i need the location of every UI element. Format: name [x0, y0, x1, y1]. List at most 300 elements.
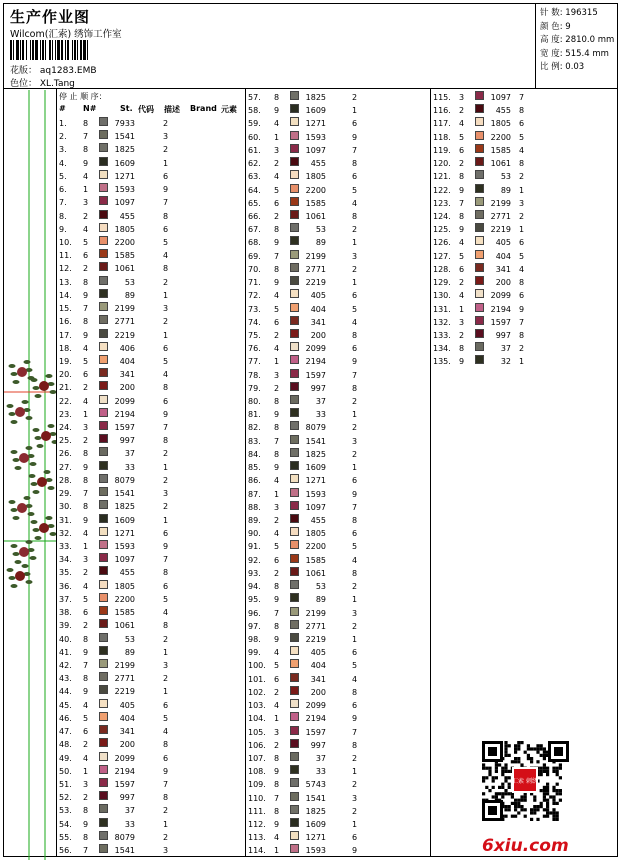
- stat-value: 0.03: [562, 62, 585, 72]
- qr-module: [508, 783, 511, 786]
- leaf-shape: [26, 416, 33, 420]
- stop-number: 43.: [59, 674, 72, 684]
- needle-number: 8: [274, 621, 280, 631]
- stop-number: 7.: [59, 198, 67, 208]
- needle-number: 1: [274, 489, 280, 499]
- design-file-name: aq1283.EMB: [39, 66, 97, 76]
- qr-module: [520, 763, 523, 766]
- thread-code: 404: [310, 661, 326, 671]
- leaf-shape: [30, 462, 37, 466]
- color-swatch: [290, 184, 299, 193]
- barcode-bar: [13, 40, 14, 60]
- stop-number: 81.: [248, 410, 261, 420]
- color-swatch: [290, 580, 299, 589]
- needle-number: 5: [459, 251, 465, 261]
- stop-row: [248, 673, 428, 686]
- qr-module: [543, 792, 546, 795]
- element-number: 2: [352, 397, 358, 407]
- color-swatch: [290, 369, 299, 378]
- color-swatch: [290, 263, 299, 272]
- element-number: 8: [163, 568, 169, 578]
- stop-number: 77.: [248, 357, 261, 367]
- stop-number: 102.: [248, 687, 266, 697]
- divider-3: [430, 88, 431, 856]
- color-swatch: [99, 342, 108, 351]
- color-swatch: [475, 210, 484, 219]
- stop-row: [59, 381, 243, 394]
- needle-number: 6: [83, 608, 89, 618]
- leaf-shape: [26, 446, 33, 450]
- element-number: 1: [163, 158, 169, 168]
- thread-code: 405: [310, 648, 326, 658]
- element-number: 1: [519, 357, 525, 367]
- element-number: 9: [163, 542, 169, 551]
- color-swatch: [99, 474, 108, 483]
- qr-module: [495, 792, 498, 795]
- qr-module: [536, 818, 539, 821]
- qr-module: [552, 799, 555, 802]
- stop-row: [248, 289, 428, 302]
- thread-code: 2199: [305, 608, 326, 618]
- color-swatch: [290, 342, 299, 351]
- stop-row: [59, 500, 243, 513]
- qr-module: [556, 773, 559, 776]
- qr-module: [533, 799, 536, 802]
- header-element: 元素: [221, 105, 237, 114]
- leaf-shape: [11, 450, 18, 454]
- needle-number: 3: [83, 779, 89, 789]
- stat-label: 宽 度:: [540, 48, 563, 59]
- qr-module: [530, 818, 533, 821]
- stop-row: [248, 421, 428, 434]
- stop-row: [59, 633, 243, 646]
- stop-number: 133.: [433, 330, 451, 340]
- stop-row: [248, 792, 428, 805]
- barcode-bar: [10, 40, 12, 60]
- element-number: 8: [163, 740, 169, 750]
- barcode-bar: [40, 40, 41, 60]
- stop-number: 107.: [248, 753, 266, 763]
- thread-code: 2199: [305, 251, 326, 261]
- color-swatch: [290, 382, 299, 391]
- leaf-shape: [15, 466, 22, 470]
- element-number: 7: [352, 727, 358, 737]
- element-number: 2: [163, 806, 169, 816]
- qr-module: [552, 789, 555, 792]
- thread-code: 200: [119, 383, 135, 393]
- barcode-bar: [72, 40, 73, 60]
- stop-number: 42.: [59, 660, 72, 670]
- color-swatch: [290, 726, 299, 735]
- barcode-bar: [55, 40, 56, 60]
- element-number: 2: [163, 145, 169, 155]
- stop-row: [59, 461, 243, 474]
- qr-module: [524, 808, 527, 811]
- thread-code: 341: [310, 674, 326, 684]
- thread-code: 341: [495, 264, 511, 274]
- element-number: 2: [163, 449, 169, 459]
- needle-number: 9: [83, 515, 89, 525]
- stat-label: 比 例:: [540, 62, 563, 72]
- stop-row: [59, 606, 243, 619]
- color-swatch: [99, 566, 108, 575]
- stop-number: 127.: [433, 251, 451, 261]
- color-swatch: [475, 342, 484, 351]
- qr-module: [536, 760, 539, 763]
- qr-module: [546, 786, 549, 789]
- element-number: 7: [352, 145, 358, 155]
- needle-number: 9: [459, 225, 465, 235]
- qr-module: [511, 760, 514, 763]
- element-number: 3: [352, 608, 358, 618]
- rose-shape: [19, 547, 29, 557]
- qr-module: [536, 744, 539, 747]
- qr-module: [508, 808, 511, 811]
- stop-number: 35.: [59, 568, 72, 578]
- stop-number: 17.: [59, 330, 72, 340]
- thread-code: 1597: [490, 317, 511, 327]
- color-swatch: [99, 315, 108, 324]
- color-swatch: [99, 699, 108, 708]
- qr-module: [556, 767, 559, 770]
- qr-module: [533, 805, 536, 808]
- stop-row: [248, 157, 428, 170]
- needle-number: 8: [83, 634, 89, 644]
- stop-row: [59, 831, 243, 844]
- color-swatch: [475, 170, 484, 179]
- element-number: 2: [352, 621, 358, 631]
- thread-code: 8079: [114, 832, 135, 842]
- qr-module: [501, 773, 504, 776]
- element-number: 1: [163, 290, 169, 300]
- qr-module: [504, 751, 507, 754]
- stop-number: 82.: [248, 423, 261, 433]
- element-number: 3: [519, 198, 525, 208]
- stop-number: 19.: [59, 356, 72, 366]
- thread-code: 2200: [490, 132, 511, 142]
- stop-number: 113.: [248, 833, 266, 843]
- color-swatch: [99, 183, 108, 192]
- qr-module: [517, 805, 520, 808]
- thread-code: 5743: [305, 780, 326, 790]
- needle-number: 8: [83, 502, 89, 512]
- thread-code: 89: [315, 238, 326, 248]
- color-swatch: [99, 302, 108, 311]
- barcode-bar: [20, 40, 21, 60]
- leaf-shape: [26, 540, 33, 544]
- stat-value: 9: [562, 21, 571, 32]
- barcode-bar: [45, 40, 46, 60]
- leaf-shape: [26, 580, 33, 584]
- barcode-bar: [83, 40, 86, 60]
- color-swatch: [290, 329, 299, 338]
- color-swatch: [475, 223, 484, 232]
- needle-number: 9: [274, 767, 280, 777]
- stat-label: 高 度:: [540, 35, 563, 45]
- element-number: 3: [163, 660, 169, 670]
- barcode: [10, 40, 130, 60]
- thread-code: 1097: [305, 145, 326, 155]
- color-swatch: [99, 276, 108, 285]
- stop-row: [248, 184, 428, 197]
- stop-number: 103.: [248, 701, 266, 711]
- needle-number: 8: [274, 806, 280, 816]
- stop-number: 128.: [433, 264, 451, 274]
- color-swatch: [290, 421, 299, 430]
- color-swatch: [99, 725, 108, 734]
- stop-row: [248, 501, 428, 514]
- stop-row: [59, 447, 243, 460]
- thread-code: 2771: [490, 211, 511, 221]
- stop-number: 61.: [248, 145, 261, 155]
- color-swatch: [99, 223, 108, 232]
- stop-row: [248, 144, 428, 157]
- thread-code: 1805: [305, 172, 326, 182]
- element-number: 9: [163, 766, 169, 776]
- stop-number: 29.: [59, 489, 72, 499]
- element-number: 1: [163, 819, 169, 829]
- stop-number: 98.: [248, 634, 261, 644]
- element-number: 6: [352, 291, 358, 301]
- color-swatch: [290, 289, 299, 298]
- qr-module: [504, 815, 507, 818]
- element-number: 7: [519, 317, 525, 327]
- color-swatch: [99, 685, 108, 694]
- stop-row: [248, 646, 428, 659]
- color-swatch: [475, 316, 484, 325]
- stat-row: [540, 33, 614, 45]
- barcode-bar: [61, 40, 63, 60]
- header-desc: 描述: [164, 105, 180, 114]
- element-number: 6: [519, 119, 525, 129]
- needle-number: 4: [459, 238, 465, 248]
- thread-code: 1541: [114, 489, 135, 499]
- color-swatch: [99, 117, 108, 126]
- stop-row: [59, 791, 243, 804]
- thread-code: 997: [495, 330, 511, 340]
- needle-number: 2: [274, 740, 280, 750]
- qr-module: [488, 770, 491, 773]
- thread-code: 404: [119, 356, 135, 366]
- thread-code: 37: [315, 397, 326, 407]
- thread-code: 2219: [114, 330, 135, 340]
- rose-shape: [39, 523, 49, 533]
- thread-code: 2199: [114, 660, 135, 670]
- needle-number: 5: [83, 237, 89, 247]
- color-swatch: [99, 818, 108, 827]
- thread-code: 2219: [490, 225, 511, 235]
- element-number: 8: [352, 516, 358, 525]
- stop-row: [59, 527, 243, 540]
- thread-code: 404: [119, 713, 135, 723]
- needle-number: 6: [274, 674, 280, 684]
- needle-number: 9: [274, 820, 280, 830]
- stop-row: [433, 303, 533, 316]
- qr-module: [508, 770, 511, 773]
- element-number: 5: [519, 251, 525, 261]
- thread-code: 1271: [114, 171, 135, 181]
- qr-module: [546, 805, 549, 808]
- thread-code: 455: [119, 211, 135, 221]
- stop-number: 15.: [59, 304, 72, 314]
- thread-code: 1825: [305, 806, 326, 816]
- stop-row: [248, 659, 428, 672]
- qr-module: [556, 811, 559, 814]
- qr-module: [543, 808, 546, 811]
- color-swatch: [290, 236, 299, 245]
- stop-number: 56.: [59, 846, 72, 856]
- color-swatch: [290, 435, 299, 444]
- needle-number: 6: [83, 251, 89, 261]
- qr-module: [514, 751, 517, 754]
- color-swatch: [290, 540, 299, 549]
- page-title: 生产作业图: [10, 8, 91, 26]
- element-number: 6: [163, 171, 169, 181]
- stop-row: [433, 223, 533, 236]
- qr-module: [546, 783, 549, 786]
- qr-module: [504, 789, 507, 792]
- thread-code: 1825: [305, 93, 326, 102]
- needle-number: 8: [459, 211, 465, 221]
- thread-code: 1097: [490, 93, 511, 102]
- color-swatch: [290, 620, 299, 629]
- stop-number: 51.: [59, 779, 72, 789]
- qr-module: [492, 776, 495, 779]
- rose-shape: [19, 453, 29, 463]
- qr-module: [543, 747, 546, 750]
- stop-number: 110.: [248, 793, 266, 803]
- stop-number: 92.: [248, 555, 261, 565]
- element-number: 6: [519, 291, 525, 301]
- needle-number: 8: [274, 264, 280, 274]
- stop-number: 83.: [248, 436, 261, 446]
- stop-row: [59, 421, 243, 434]
- qr-finder: [488, 747, 497, 756]
- stop-number: 88.: [248, 502, 261, 512]
- qr-module: [540, 747, 543, 750]
- stop-row: [248, 276, 428, 289]
- qr-module: [552, 802, 555, 805]
- stop-row: [248, 250, 428, 263]
- stop-row: [248, 805, 428, 818]
- needle-number: 7: [274, 436, 280, 446]
- needle-number: 3: [274, 502, 280, 512]
- qr-module: [559, 767, 562, 770]
- stop-row: [248, 382, 428, 395]
- thread-code: 1597: [114, 423, 135, 433]
- stop-number: 118.: [433, 132, 451, 142]
- stop-row: [59, 553, 243, 566]
- stop-row: [248, 448, 428, 461]
- qr-module: [527, 754, 530, 757]
- element-number: 1: [352, 767, 358, 777]
- stop-number: 54.: [59, 819, 72, 829]
- element-number: 1: [352, 410, 358, 420]
- stop-row: [248, 236, 428, 249]
- qr-module: [501, 786, 504, 789]
- qr-module: [540, 789, 543, 792]
- stop-number: 97.: [248, 621, 261, 631]
- needle-number: 2: [83, 793, 89, 803]
- color-swatch: [99, 236, 108, 245]
- header-divider: [535, 4, 536, 88]
- color-swatch: [99, 210, 108, 219]
- color-swatch: [290, 395, 299, 404]
- leaf-shape: [31, 482, 38, 486]
- leaf-shape: [11, 372, 18, 376]
- leaf-shape: [13, 516, 20, 520]
- qr-module: [543, 815, 546, 818]
- stop-number: 85.: [248, 463, 261, 473]
- element-number: 9: [352, 714, 358, 724]
- element-number: 2: [352, 225, 358, 235]
- thread-code: 2194: [305, 357, 326, 367]
- qr-module: [495, 776, 498, 779]
- color-swatch: [290, 607, 299, 616]
- thread-code: 2099: [114, 753, 135, 763]
- element-number: 5: [163, 594, 169, 604]
- stop-row: [433, 210, 533, 223]
- qr-module: [530, 808, 533, 811]
- stop-number: 80.: [248, 397, 261, 407]
- stop-row: [248, 514, 428, 527]
- stop-row: [59, 514, 243, 527]
- qr-module: [552, 786, 555, 789]
- element-number: 2: [352, 449, 358, 459]
- stop-row: [59, 395, 243, 408]
- stop-number: 52.: [59, 793, 72, 803]
- barcode-bar: [67, 40, 69, 60]
- stop-number: 100.: [248, 661, 266, 671]
- needle-number: 8: [274, 423, 280, 433]
- qr-module: [520, 795, 523, 798]
- color-swatch: [99, 461, 108, 470]
- stop-number: 94.: [248, 582, 261, 592]
- qr-code: [482, 741, 570, 821]
- color-swatch: [99, 368, 108, 377]
- stop-row: [59, 712, 243, 725]
- leaf-shape: [30, 556, 37, 560]
- needle-number: 8: [83, 317, 89, 327]
- stop-number: 129.: [433, 278, 451, 288]
- color-swatch: [99, 804, 108, 813]
- color-swatch: [290, 223, 299, 232]
- stop-number: 13.: [59, 277, 72, 287]
- needle-number: 8: [83, 475, 89, 485]
- needle-number: 9: [83, 158, 89, 168]
- stop-row: [59, 170, 243, 183]
- stop-row: [248, 831, 428, 844]
- qr-module: [524, 799, 527, 802]
- stop-row: [433, 316, 533, 329]
- color-swatch: [290, 170, 299, 179]
- qr-module: [504, 770, 507, 773]
- color-swatch: [290, 276, 299, 285]
- stop-row: [59, 487, 243, 500]
- stop-number: 90.: [248, 529, 261, 539]
- needle-number: 5: [459, 132, 465, 142]
- qr-module: [543, 757, 546, 760]
- element-number: 4: [352, 317, 358, 327]
- element-number: 1: [352, 238, 358, 248]
- color-swatch: [99, 646, 108, 655]
- leaf-shape: [33, 490, 40, 494]
- header-num: #: [59, 104, 66, 113]
- element-number: 2: [352, 93, 358, 102]
- stop-number: 134.: [433, 344, 451, 354]
- stop-row: [248, 395, 428, 408]
- qr-module: [482, 779, 485, 782]
